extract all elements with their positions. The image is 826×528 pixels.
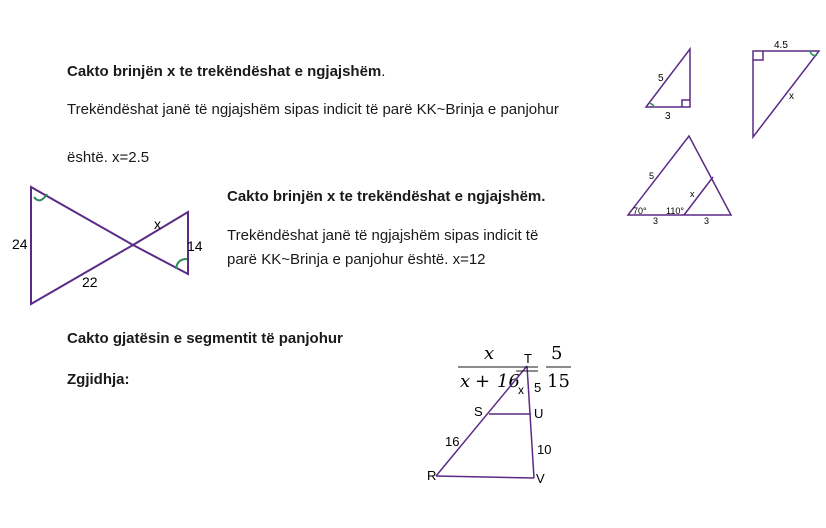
bowtie-label-x: x	[154, 216, 161, 232]
inner-segment	[684, 177, 713, 215]
label-5: 5	[534, 380, 542, 395]
small-tri-label-3: 3	[665, 111, 671, 122]
tri3-label-3a: 3	[653, 216, 659, 226]
fraction-equation	[458, 343, 571, 392]
small-right-triangle	[646, 49, 690, 107]
tri3-label-70: 70°	[633, 206, 647, 216]
segment-TV	[527, 366, 534, 478]
bowtie-label-22: 22	[82, 274, 98, 290]
large-tri-label-x: x	[789, 91, 794, 102]
fraction-den-x: x	[460, 371, 471, 392]
label-R: R	[427, 468, 437, 483]
fraction-den-plus: +	[475, 371, 491, 392]
problem2-line1: Trekëndëshat janë të ngjajshëm sipas indicit të	[227, 227, 539, 244]
fraction-num-x: x	[484, 343, 495, 364]
problem3-title: Cakto gjatësin e segmentit të panjohur	[67, 330, 343, 347]
fraction-den-16: 16	[497, 371, 520, 392]
label-x-small: x	[518, 383, 524, 397]
large-tri-label-4-5: 4.5	[774, 40, 788, 51]
bowtie-label-14: 14	[187, 238, 203, 254]
tri3-label-x: x	[690, 189, 695, 199]
fraction-num-5: 5	[551, 343, 563, 364]
solution-label: Zgjidhja:	[67, 371, 130, 388]
label-U: U	[534, 406, 544, 421]
large-right-triangle	[753, 51, 819, 137]
tri3-label-110: 110°	[666, 206, 684, 216]
problem1-line1: Trekëndëshat janë të ngjajshëm sipas indicit të parë KK~Brinja e panjohur	[67, 101, 559, 118]
problem2-title: Cakto brinjën x te trekëndëshat e ngjajshëm.	[227, 188, 546, 205]
label-S: S	[474, 404, 483, 419]
label-T: T	[524, 351, 532, 366]
triangle-with-segment	[628, 136, 731, 215]
problem1-title: Cakto brinjën x te trekëndëshat e ngjajshëm.	[67, 63, 386, 80]
segment-RV	[436, 476, 534, 478]
fraction-den-15: 15	[547, 371, 570, 392]
bowtie-figure	[31, 187, 188, 304]
bowtie-label-24: 24	[12, 236, 28, 252]
problem2-line2: parë KK~Brinja e panjohur është. x=12	[227, 251, 486, 268]
right-angle-mark	[753, 51, 763, 60]
small-tri-label-5: 5	[658, 73, 664, 84]
label-V: V	[536, 471, 545, 486]
tri3-label-3b: 3	[704, 216, 710, 226]
right-angle-mark	[682, 100, 690, 107]
label-10: 10	[537, 442, 552, 457]
tri3-label-5: 5	[649, 171, 655, 181]
problem1-line2: është. x=2.5	[67, 149, 150, 166]
label-16: 16	[445, 434, 460, 449]
